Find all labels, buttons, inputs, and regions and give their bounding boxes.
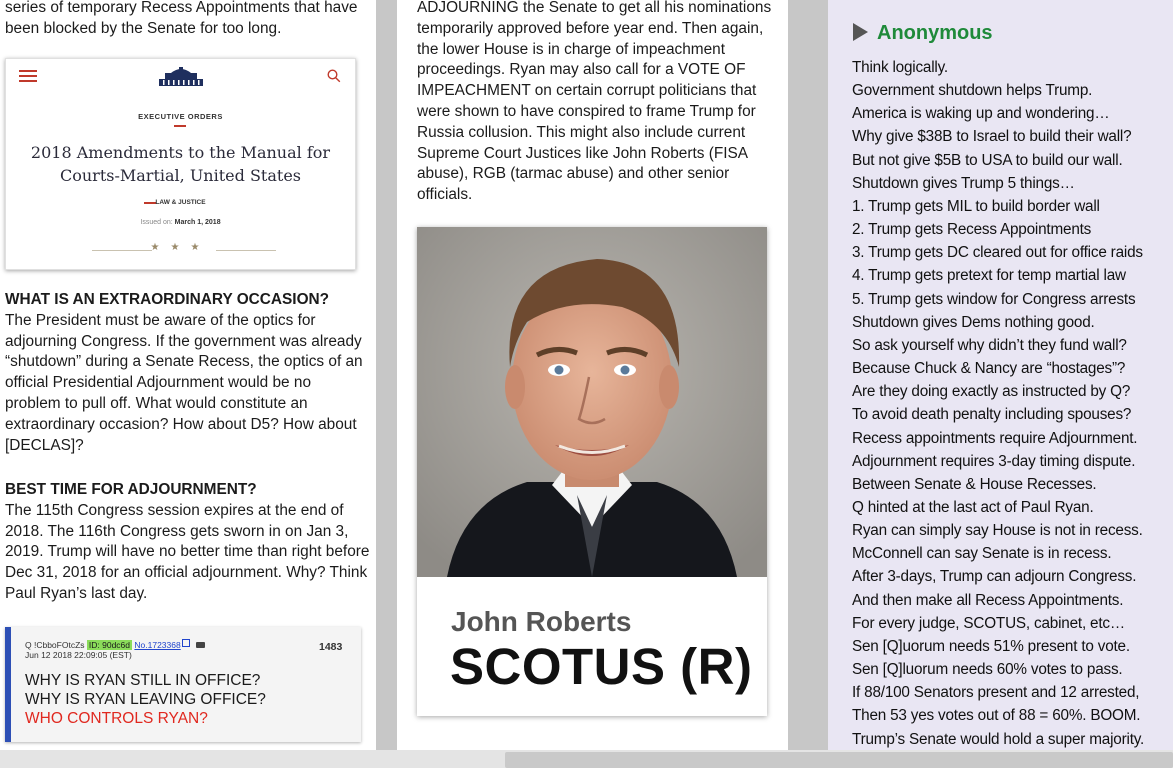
- post-line: Trump’s Senate would hold a super majority.: [852, 730, 1145, 748]
- post-line: Between Senate & House Recesses.: [852, 475, 1097, 493]
- post-line-highlight: WHO CONTROLS RYAN?: [25, 710, 208, 727]
- post-line: Government shutdown helps Trump.: [852, 82, 1093, 100]
- post-line: To avoid death penalty including spouses?: [852, 406, 1132, 424]
- column-gutter: [788, 0, 828, 750]
- left-column: [0, 0, 376, 750]
- post-line: Ryan can simply say House is not in recess.: [852, 522, 1143, 540]
- adjournment-section: [5, 480, 370, 605]
- intro-paragraph: series of temporary Recess Appointments that have been blocked by the Senate for too long.: [5, 0, 358, 37]
- post-line: WHY IS RYAN LEAVING OFFICE?: [25, 691, 266, 708]
- portrait-card: [417, 227, 767, 716]
- post-date: Jun 12 2018 22:09:05 (EST): [25, 650, 132, 660]
- post-line: So ask yourself why didn’t they fund wall?: [852, 336, 1127, 354]
- post-line: Sen [Q]uorum needs 51% present to vote.: [852, 637, 1130, 655]
- anonymous-header: [853, 22, 993, 45]
- stars-icon: ★★★: [150, 242, 211, 253]
- post-meta: [25, 639, 205, 660]
- post-line: Recess appointments require Adjournment.: [852, 429, 1138, 447]
- post-line: For every judge, SCOTUS, cabinet, etc…: [852, 614, 1125, 632]
- executive-order-card: [5, 58, 356, 270]
- post-count: 1483: [319, 641, 343, 653]
- section-body: The President must be aware of the optics for adjourning Congress. If the government was already “shutdown” during a Senate Recess, the optics of an official Presidential Adjournment would be no problem to pull off. What would constitute an extraordinary occasion? How about D5? How about [DECLAS]?: [5, 311, 363, 454]
- play-arrow-icon: [853, 23, 868, 41]
- q-post-card: [5, 627, 361, 742]
- post-line: Adjournment requires 3-day timing dispute.: [852, 452, 1136, 470]
- post-id-badge: ID: 90dc6d: [88, 640, 131, 650]
- category-label: LAW & JUSTICE: [155, 199, 206, 206]
- post-line: 2. Trump gets Recess Appointments: [852, 221, 1092, 239]
- middle-paragraph: ADJOURNING the Senate to get all his nominations temporarily approved before year end. Then again, the lower House is in charge of impeachment proceedings. Ryan may also call for a VOTE OF IMPEACHMENT on certain corrupt politicians that were shown to have conspired to frame Trump for Russia collusion. This might also include current Supreme Court Justices like John Roberts (FISA abuse), RGB (tarmac abuse) and other senior officials.: [417, 0, 772, 204]
- post-line: If 88/100 Senators present and 12 arrested,: [852, 684, 1140, 702]
- section-label: EXECUTIVE ORDERS: [138, 112, 223, 121]
- occasion-section: [5, 290, 370, 456]
- post-line: 3. Trump gets DC cleared out for office raids: [852, 244, 1143, 262]
- caption-title: SCOTUS (R): [450, 638, 753, 695]
- post-line: Why give $38B to Israel to build their wall?: [852, 128, 1132, 146]
- post-line: Sen [Q]luorum needs 60% votes to pass.: [852, 661, 1123, 679]
- section-body: The 115th Congress session expires at the end of 2018. The 116th Congress gets sworn in on Jan 3, 2019. Trump will have no better time than right before Dec 31, 2018 for an official adjournment. Why? Think Paul Ryan’s last day.: [5, 501, 370, 602]
- horizontal-scrollbar-thumb[interactable]: [505, 752, 1173, 768]
- right-column: [828, 0, 1173, 750]
- post-line: America is waking up and wondering…: [852, 105, 1110, 123]
- post-author: Q !CbboFOtcZs: [25, 640, 85, 650]
- post-line: 1. Trump gets MIL to build border wall: [852, 197, 1100, 215]
- poster-name: Anonymous: [877, 22, 993, 44]
- section-heading: BEST TIME FOR ADJOURNMENT?: [5, 481, 257, 498]
- caption-name: John Roberts: [451, 606, 632, 637]
- post-line: And then make all Recess Appointments.: [852, 591, 1124, 609]
- section-heading: WHAT IS AN EXTRAORDINARY OCCASION?: [5, 291, 330, 308]
- post-line: After 3-days, Trump can adjourn Congress.: [852, 568, 1137, 586]
- post-line: Think logically.: [852, 59, 948, 76]
- portrait-photo: [417, 227, 767, 577]
- middle-column: [397, 0, 788, 750]
- post-line: Q hinted at the last act of Paul Ryan.: [852, 498, 1094, 516]
- post-line: Are they doing exactly as instructed by Q?: [852, 383, 1131, 401]
- post-line: Shutdown gives Dems nothing good.: [852, 313, 1095, 331]
- white-house-logo-icon: [157, 67, 205, 87]
- search-icon: [327, 69, 341, 83]
- divider: [216, 250, 276, 251]
- post-number-link[interactable]: No.1723368: [134, 640, 181, 650]
- order-title: 2018 Amendments to the Manual for Courts-Martial, United States: [30, 143, 331, 185]
- post-line: But not give $5B to USA to build our wall.: [852, 151, 1123, 169]
- folder-icon: [196, 642, 205, 648]
- post-line: 5. Trump gets window for Congress arrests: [852, 290, 1136, 308]
- divider: [174, 125, 186, 127]
- post-line: Then 53 yes votes out of 88 = 60%. BOOM.: [852, 707, 1141, 725]
- post-line: Because Chuck & Nancy are “hostages”?: [852, 360, 1126, 378]
- column-gutter: [376, 0, 397, 750]
- hamburger-menu-icon: [19, 70, 37, 85]
- post-line: Shutdown gives Trump 5 things…: [852, 174, 1075, 192]
- issued-date: Issued on: March 1, 2018: [140, 219, 221, 226]
- anonymous-post-lines: [852, 56, 1170, 750]
- post-line: WHY IS RYAN STILL IN OFFICE?: [25, 672, 261, 689]
- post-line: 4. Trump gets pretext for temp martial law: [852, 267, 1126, 285]
- external-link-icon: [182, 639, 190, 647]
- post-line: McConnell can say Senate is in recess.: [852, 545, 1112, 563]
